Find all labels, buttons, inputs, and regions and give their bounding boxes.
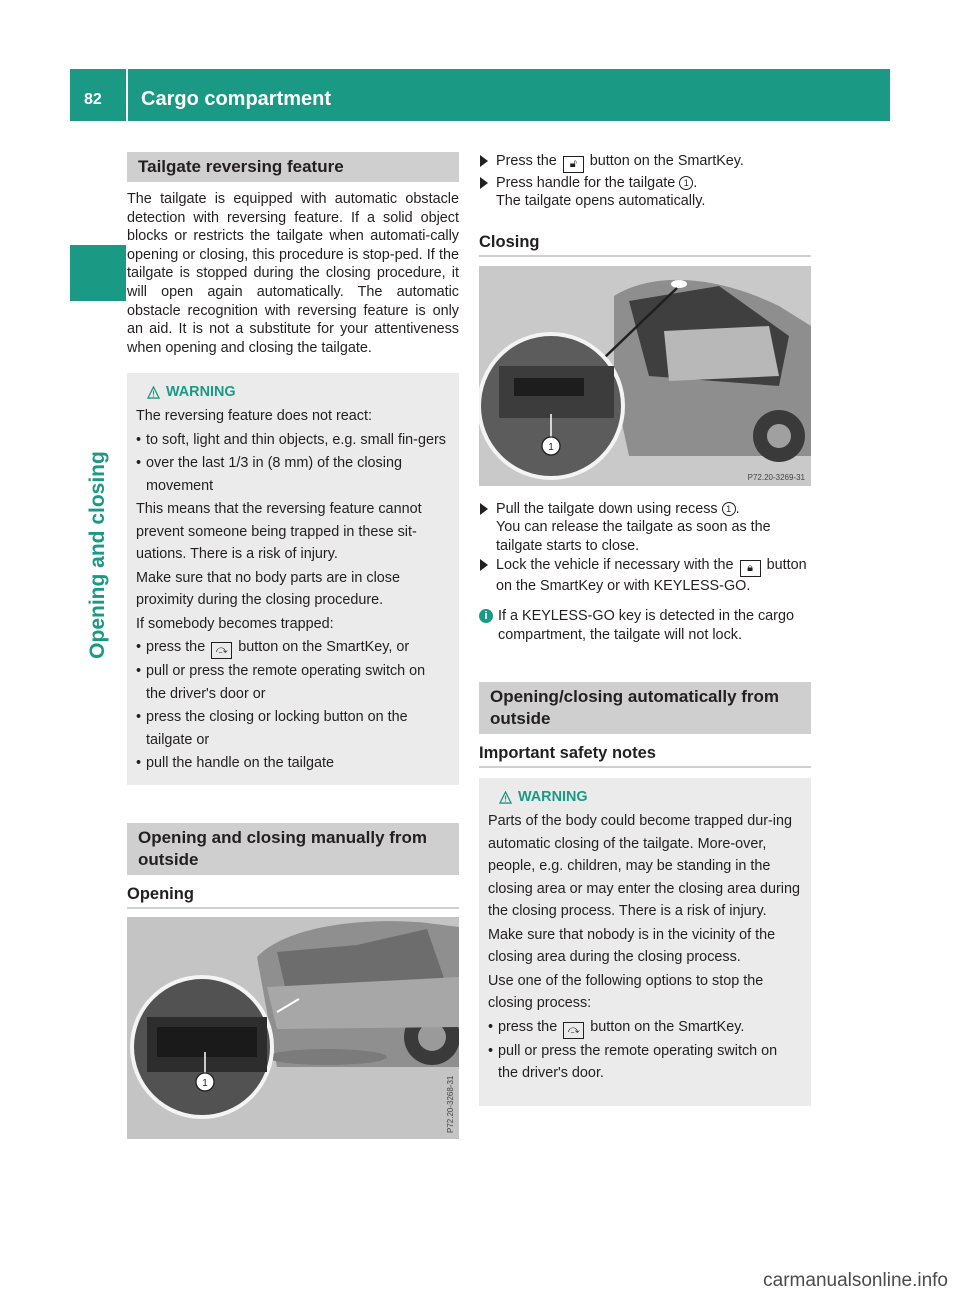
tailgate-key-icon: ⤼	[211, 642, 232, 659]
warning-triangle-icon	[147, 386, 160, 399]
instruction-step	[479, 174, 811, 211]
step-arrow-icon	[480, 177, 488, 189]
step-result: You can release the tailgate as soon as the tailgate starts to close.	[496, 519, 771, 554]
warning-bullet: • pull or press the remote operating switch on the driver's door or	[136, 660, 449, 705]
warning-paragraph: Make sure that no body parts are in close proximity during the closing procedure.	[136, 569, 400, 609]
warning-bullet: • over the last 1/3 in (8 mm) of the closing movement	[136, 452, 449, 497]
step-arrow-icon	[480, 559, 488, 571]
section-heading-automatic: Opening/closing automatically from outside	[479, 682, 811, 734]
step-result: The tailgate opens automatically.	[496, 193, 706, 210]
step-text: .	[693, 175, 698, 191]
chapter-tab-marker	[70, 245, 126, 301]
warning-intro: The reversing feature does not react:	[136, 408, 372, 425]
image-code: P72.20-3268-31	[446, 1075, 455, 1133]
step-text: button on the SmartKey.	[589, 153, 744, 169]
info-note	[479, 607, 811, 644]
tailgate-opening-image	[127, 917, 459, 1139]
bullet-text: press the	[498, 1018, 558, 1035]
instruction-step	[479, 556, 811, 595]
step-text: Press handle for the tailgate	[496, 175, 676, 191]
info-text: If a KEYLESS-GO key is detected in the cargo compartment, the tailgate will not lock.	[498, 608, 794, 643]
page-title: Cargo compartment	[141, 88, 332, 110]
header-divider	[126, 69, 128, 121]
car-rear-illustration	[127, 917, 459, 1139]
warning-paragraph: This means that the reversing feature cannot prevent someone being trapped in these sit-uations. There is a risk of injury.	[136, 501, 422, 563]
image-code: P72.20-3269-31	[747, 472, 805, 482]
subheading-opening: Opening	[127, 883, 459, 909]
bullet-text: button on the SmartKey, or	[238, 639, 410, 656]
step-text: Press the	[496, 153, 557, 169]
warning-box-automatic	[479, 778, 811, 1106]
page-number: 82	[84, 91, 102, 108]
step-text: Lock the vehicle if necessary with the	[496, 557, 734, 574]
chapter-label: Opening and closing	[86, 451, 109, 659]
right-column	[479, 152, 811, 1106]
warning-bullet	[488, 1016, 801, 1039]
subheading-closing: Closing	[479, 231, 811, 257]
car-open-tailgate-illustration	[479, 266, 811, 486]
step-arrow-icon	[480, 155, 488, 167]
warning-triangle-icon	[499, 791, 512, 804]
warning-paragraph: If somebody becomes trapped:	[136, 615, 334, 632]
step-arrow-icon	[480, 503, 488, 515]
step-text: Pull the tailgate down using recess	[496, 500, 718, 517]
step-text: .	[735, 500, 740, 517]
warning-bullet: • to soft, light and thin objects, e.g. small fin-gers	[136, 429, 449, 452]
warning-bullet	[136, 636, 449, 659]
subheading-safety-notes: Important safety notes	[479, 742, 811, 768]
info-icon: i	[479, 609, 493, 623]
tailgate-key-icon: ⤼	[563, 1022, 584, 1039]
watermark: carmanualsonline.info	[763, 1270, 948, 1291]
warning-title: WARNING	[518, 789, 588, 806]
callout-1-icon: 1	[722, 502, 736, 516]
callout-number: 1	[548, 441, 554, 453]
warning-bullet: • pull the handle on the tailgate	[136, 752, 449, 775]
callout-number: 1	[202, 1077, 208, 1089]
bullet-text: button on the SmartKey.	[590, 1018, 745, 1035]
tailgate-closing-image	[479, 266, 811, 486]
warning-heading	[499, 787, 801, 807]
warning-heading	[147, 382, 449, 402]
step-text: button on the SmartKey or with KEYLESS-GO.	[496, 557, 807, 595]
section-heading-tailgate-reversing: Tailgate reversing feature	[127, 152, 459, 182]
warning-bullet: • press the closing or locking button on the tailgate or	[136, 706, 449, 751]
unlock-icon: 🔓︎	[563, 156, 584, 173]
section-heading-manual: Opening and closing manually from outside	[127, 823, 459, 875]
warning-box-reversing	[127, 373, 459, 785]
instruction-step	[479, 500, 811, 555]
instruction-step	[479, 152, 811, 173]
warning-paragraph: Use one of the following options to stop the closing process:	[488, 972, 764, 1012]
bullet-text: press the	[146, 639, 206, 656]
callout-1-icon: 1	[679, 176, 693, 190]
warning-bullet: • pull or press the remote operating switch on the driver's door.	[488, 1040, 801, 1085]
warning-paragraph: Parts of the body could become trapped dur-ing automatic closing of the tailgate. More-over, people, e.g. children, may be standing in the closing area or may enter the closing area during the closing process. There is a risk of injury.	[488, 813, 800, 920]
reversing-feature-description: The tailgate is equipped with automatic obstacle detection with reversing feature. If a solid object blocks or restricts the tailgate when automati-cally opening or closing, this procedure is stop-ped. If the tailgate is stopped during the closing procedure, it will open again automatically. The automatic obstacle recognition with reversing feature is only an aid. It is not a substitute for your attentiveness when opening and closing the tailgate.	[127, 191, 459, 356]
warning-paragraph: Make sure that nobody is in the vicinity of the closing area during the closing process.	[488, 926, 776, 966]
lock-icon: 🔒︎	[740, 560, 761, 577]
left-column	[127, 152, 459, 1139]
warning-title: WARNING	[166, 384, 236, 401]
